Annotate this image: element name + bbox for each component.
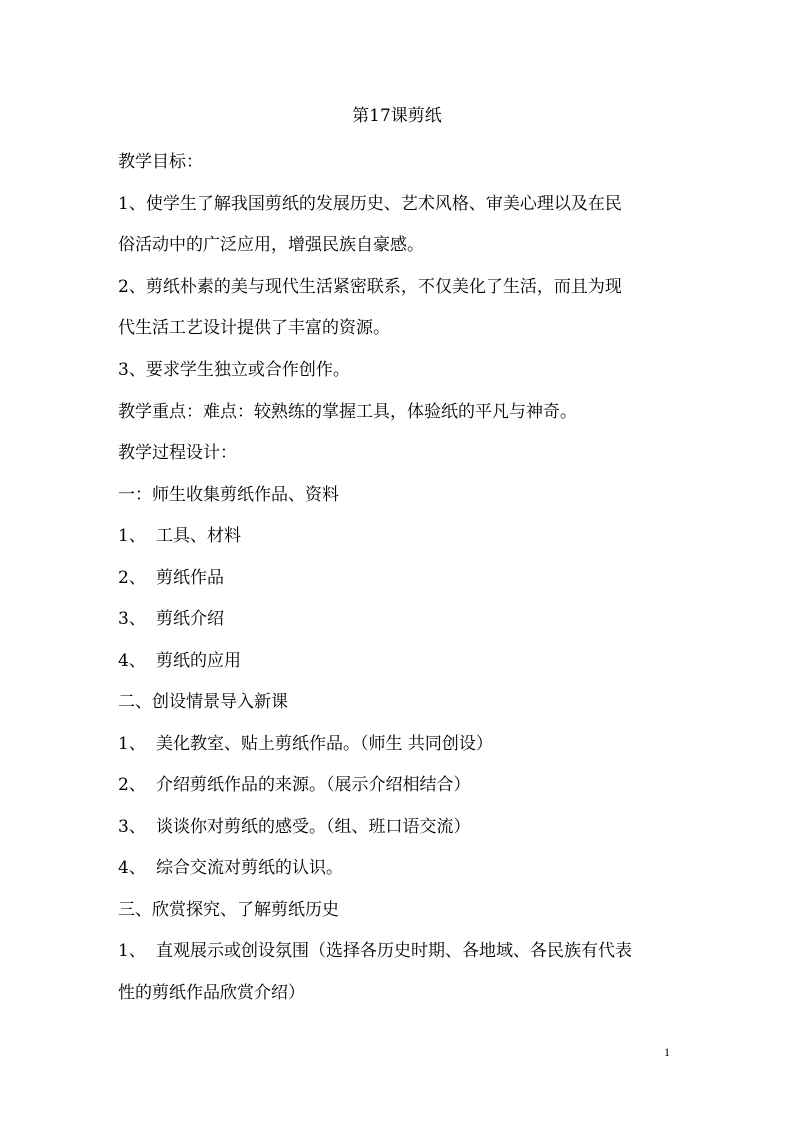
- objective-line: 3、要求学生独立或合作创作。: [118, 360, 350, 380]
- objective-line: 1、使学生了解我国剪纸的发展历史、艺术风格、审美心理以及在民: [118, 194, 622, 214]
- page-title: 第17课剪纸: [352, 106, 442, 126]
- list-item-text: 剪纸的应用: [156, 651, 241, 671]
- section-heading: 一：师生收集剪纸作品、资料: [118, 485, 339, 505]
- list-item-number: 3、: [118, 817, 146, 837]
- objective-line: 代生活工艺设计提供了丰富的资源。: [118, 318, 390, 338]
- list-item: [118, 773, 471, 797]
- list-item-text: 直观展示或创设氛围（选择各历史时期、各地域、各民族有代表: [156, 941, 632, 961]
- list-item-number: 3、: [118, 609, 146, 629]
- list-item-text: 谈谈你对剪纸的感受。（组、班口语交流）: [156, 817, 471, 837]
- list-item: [118, 732, 493, 756]
- list-item-text: 工具、材料: [156, 526, 241, 546]
- list-item-number: 1、: [118, 526, 146, 546]
- section-heading: 三、欣赏探究、了解剪纸历史: [118, 900, 339, 920]
- list-item-continuation: 性的剪纸作品欣赏介绍）: [118, 983, 305, 1003]
- key-points: 教学重点：难点：较熟练的掌握工具，体验纸的平凡与神奇。: [118, 402, 577, 422]
- list-item-text: 美化教室、贴上剪纸作品。（师生 共同创设）: [156, 734, 493, 754]
- page-number: 1: [664, 1045, 670, 1059]
- list-item-number: 2、: [118, 775, 146, 795]
- list-item-number: 4、: [118, 651, 146, 671]
- objective-line: 2、剪纸朴素的美与现代生活紧密联系，不仅美化了生活，而且为现: [118, 277, 622, 297]
- process-heading: 教学过程设计：: [118, 443, 237, 463]
- list-item: [118, 566, 224, 590]
- list-item-text: 剪纸介绍: [156, 609, 224, 629]
- list-item-number: 1、: [118, 734, 146, 754]
- list-item: [118, 607, 224, 631]
- list-item: [118, 649, 241, 673]
- list-item: [118, 524, 241, 548]
- list-item-text: 综合交流对剪纸的认识。: [156, 858, 343, 878]
- list-item-text: 剪纸作品: [156, 568, 224, 588]
- objective-line: 俗活动中的广泛应用，增强民族自豪感。: [118, 235, 424, 255]
- list-item-number: 2、: [118, 568, 146, 588]
- list-item-number: 4、: [118, 858, 146, 878]
- list-item: [118, 939, 632, 963]
- objectives-heading: 教学目标：: [118, 152, 203, 172]
- section-heading: 二、创设情景导入新课: [118, 692, 288, 712]
- list-item-number: 1、: [118, 941, 146, 961]
- list-item: [118, 856, 343, 880]
- list-item-text: 介绍剪纸作品的来源。（展示介绍相结合）: [156, 775, 471, 795]
- list-item: [118, 815, 471, 839]
